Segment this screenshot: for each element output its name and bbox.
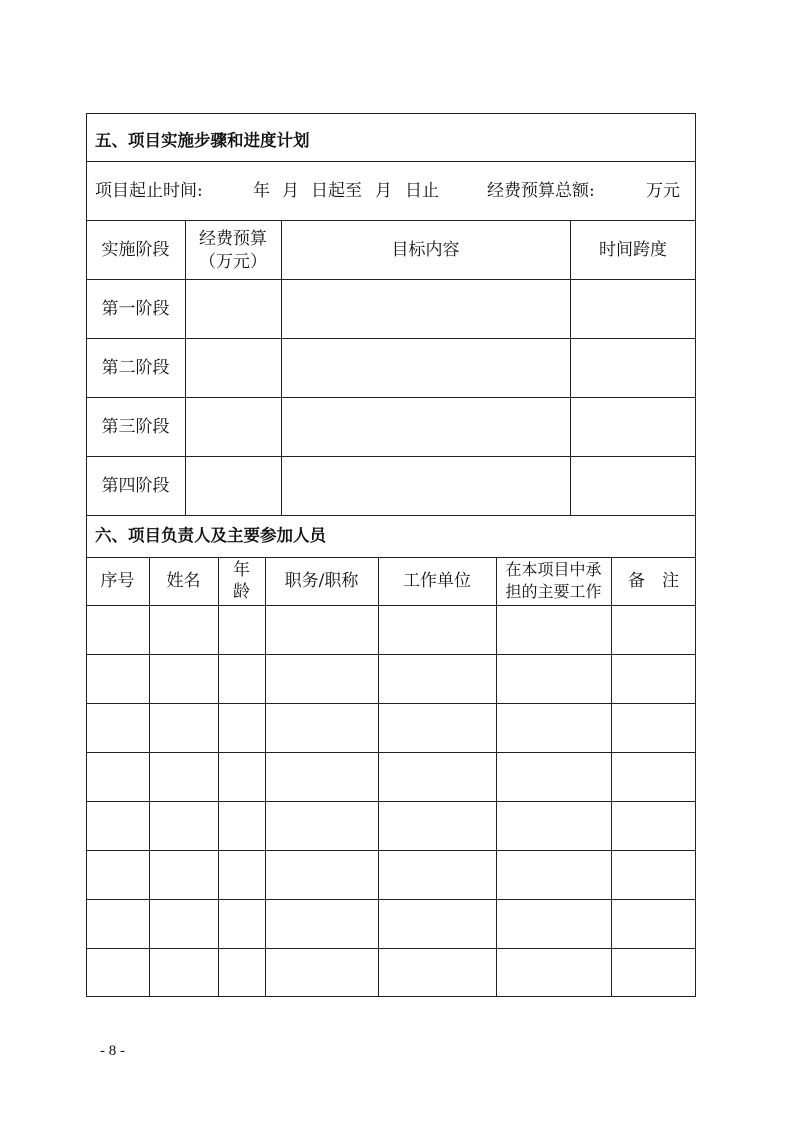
col-header-target: 目标内容: [391, 240, 460, 260]
period-day-start: 日起至: [311, 181, 362, 201]
section5-title: 五、项目实施步骤和进度计划: [95, 131, 310, 150]
col-header-position: 职务/职称: [284, 571, 359, 591]
page-number: - 8 -: [100, 1043, 125, 1059]
col-header-index: 序号: [100, 571, 135, 591]
col-header-work: 担的主要工作: [505, 582, 602, 601]
personnel-row[interactable]: [87, 900, 695, 947]
col-header-budget-unit: （万元）: [199, 252, 267, 272]
col-header-remarks: 备 注: [628, 571, 679, 591]
stage-budget-cell[interactable]: [186, 398, 280, 455]
stage-target-cell[interactable]: [282, 457, 569, 514]
stage-label: 第三阶段: [101, 417, 170, 437]
period-month-start: 月: [282, 181, 299, 201]
stage-target-cell[interactable]: [282, 280, 569, 337]
col-header-budget: 经费预算: [199, 229, 267, 249]
col-header-timespan: 时间跨度: [599, 240, 667, 260]
col-header-stage: 实施阶段: [101, 240, 170, 260]
section6-title: 六、项目负责人及主要参加人员: [95, 526, 326, 545]
personnel-row[interactable]: [87, 851, 695, 898]
period-label: 项目起止时间:: [95, 181, 203, 201]
stage-target-cell[interactable]: [282, 339, 569, 396]
stage-label: 第四阶段: [101, 476, 170, 496]
col-header-age: 年: [233, 560, 250, 580]
personnel-row[interactable]: [87, 655, 695, 702]
col-header-age: 龄: [233, 582, 250, 602]
stage-label: 第一阶段: [101, 299, 170, 319]
personnel-row[interactable]: [87, 753, 695, 800]
budget-total-label: 经费预算总额:: [487, 181, 595, 201]
personnel-row[interactable]: [87, 606, 695, 653]
personnel-row[interactable]: [87, 802, 695, 849]
personnel-row[interactable]: [87, 704, 695, 751]
divider: [86, 161, 696, 162]
stage-target-cell[interactable]: [282, 398, 569, 455]
col-header-work: 在本项目中承: [505, 560, 602, 579]
stage-budget-cell[interactable]: [186, 280, 280, 337]
stage-budget-cell[interactable]: [186, 457, 280, 514]
stage-timespan-cell[interactable]: [571, 339, 695, 396]
personnel-row[interactable]: [87, 949, 695, 996]
stage-budget-cell[interactable]: [186, 339, 280, 396]
period-month-end: 月: [375, 181, 392, 201]
divider: [86, 220, 696, 221]
period-year: 年: [253, 181, 270, 201]
stage-label: 第二阶段: [101, 358, 170, 378]
period-day-end: 日止: [405, 181, 439, 201]
col-header-name: 姓名: [166, 571, 201, 591]
stage-timespan-cell[interactable]: [571, 457, 695, 514]
stage-timespan-cell[interactable]: [571, 398, 695, 455]
budget-unit: 万元: [646, 181, 680, 201]
stage-timespan-cell[interactable]: [571, 280, 695, 337]
col-header-unit: 工作单位: [403, 571, 471, 591]
